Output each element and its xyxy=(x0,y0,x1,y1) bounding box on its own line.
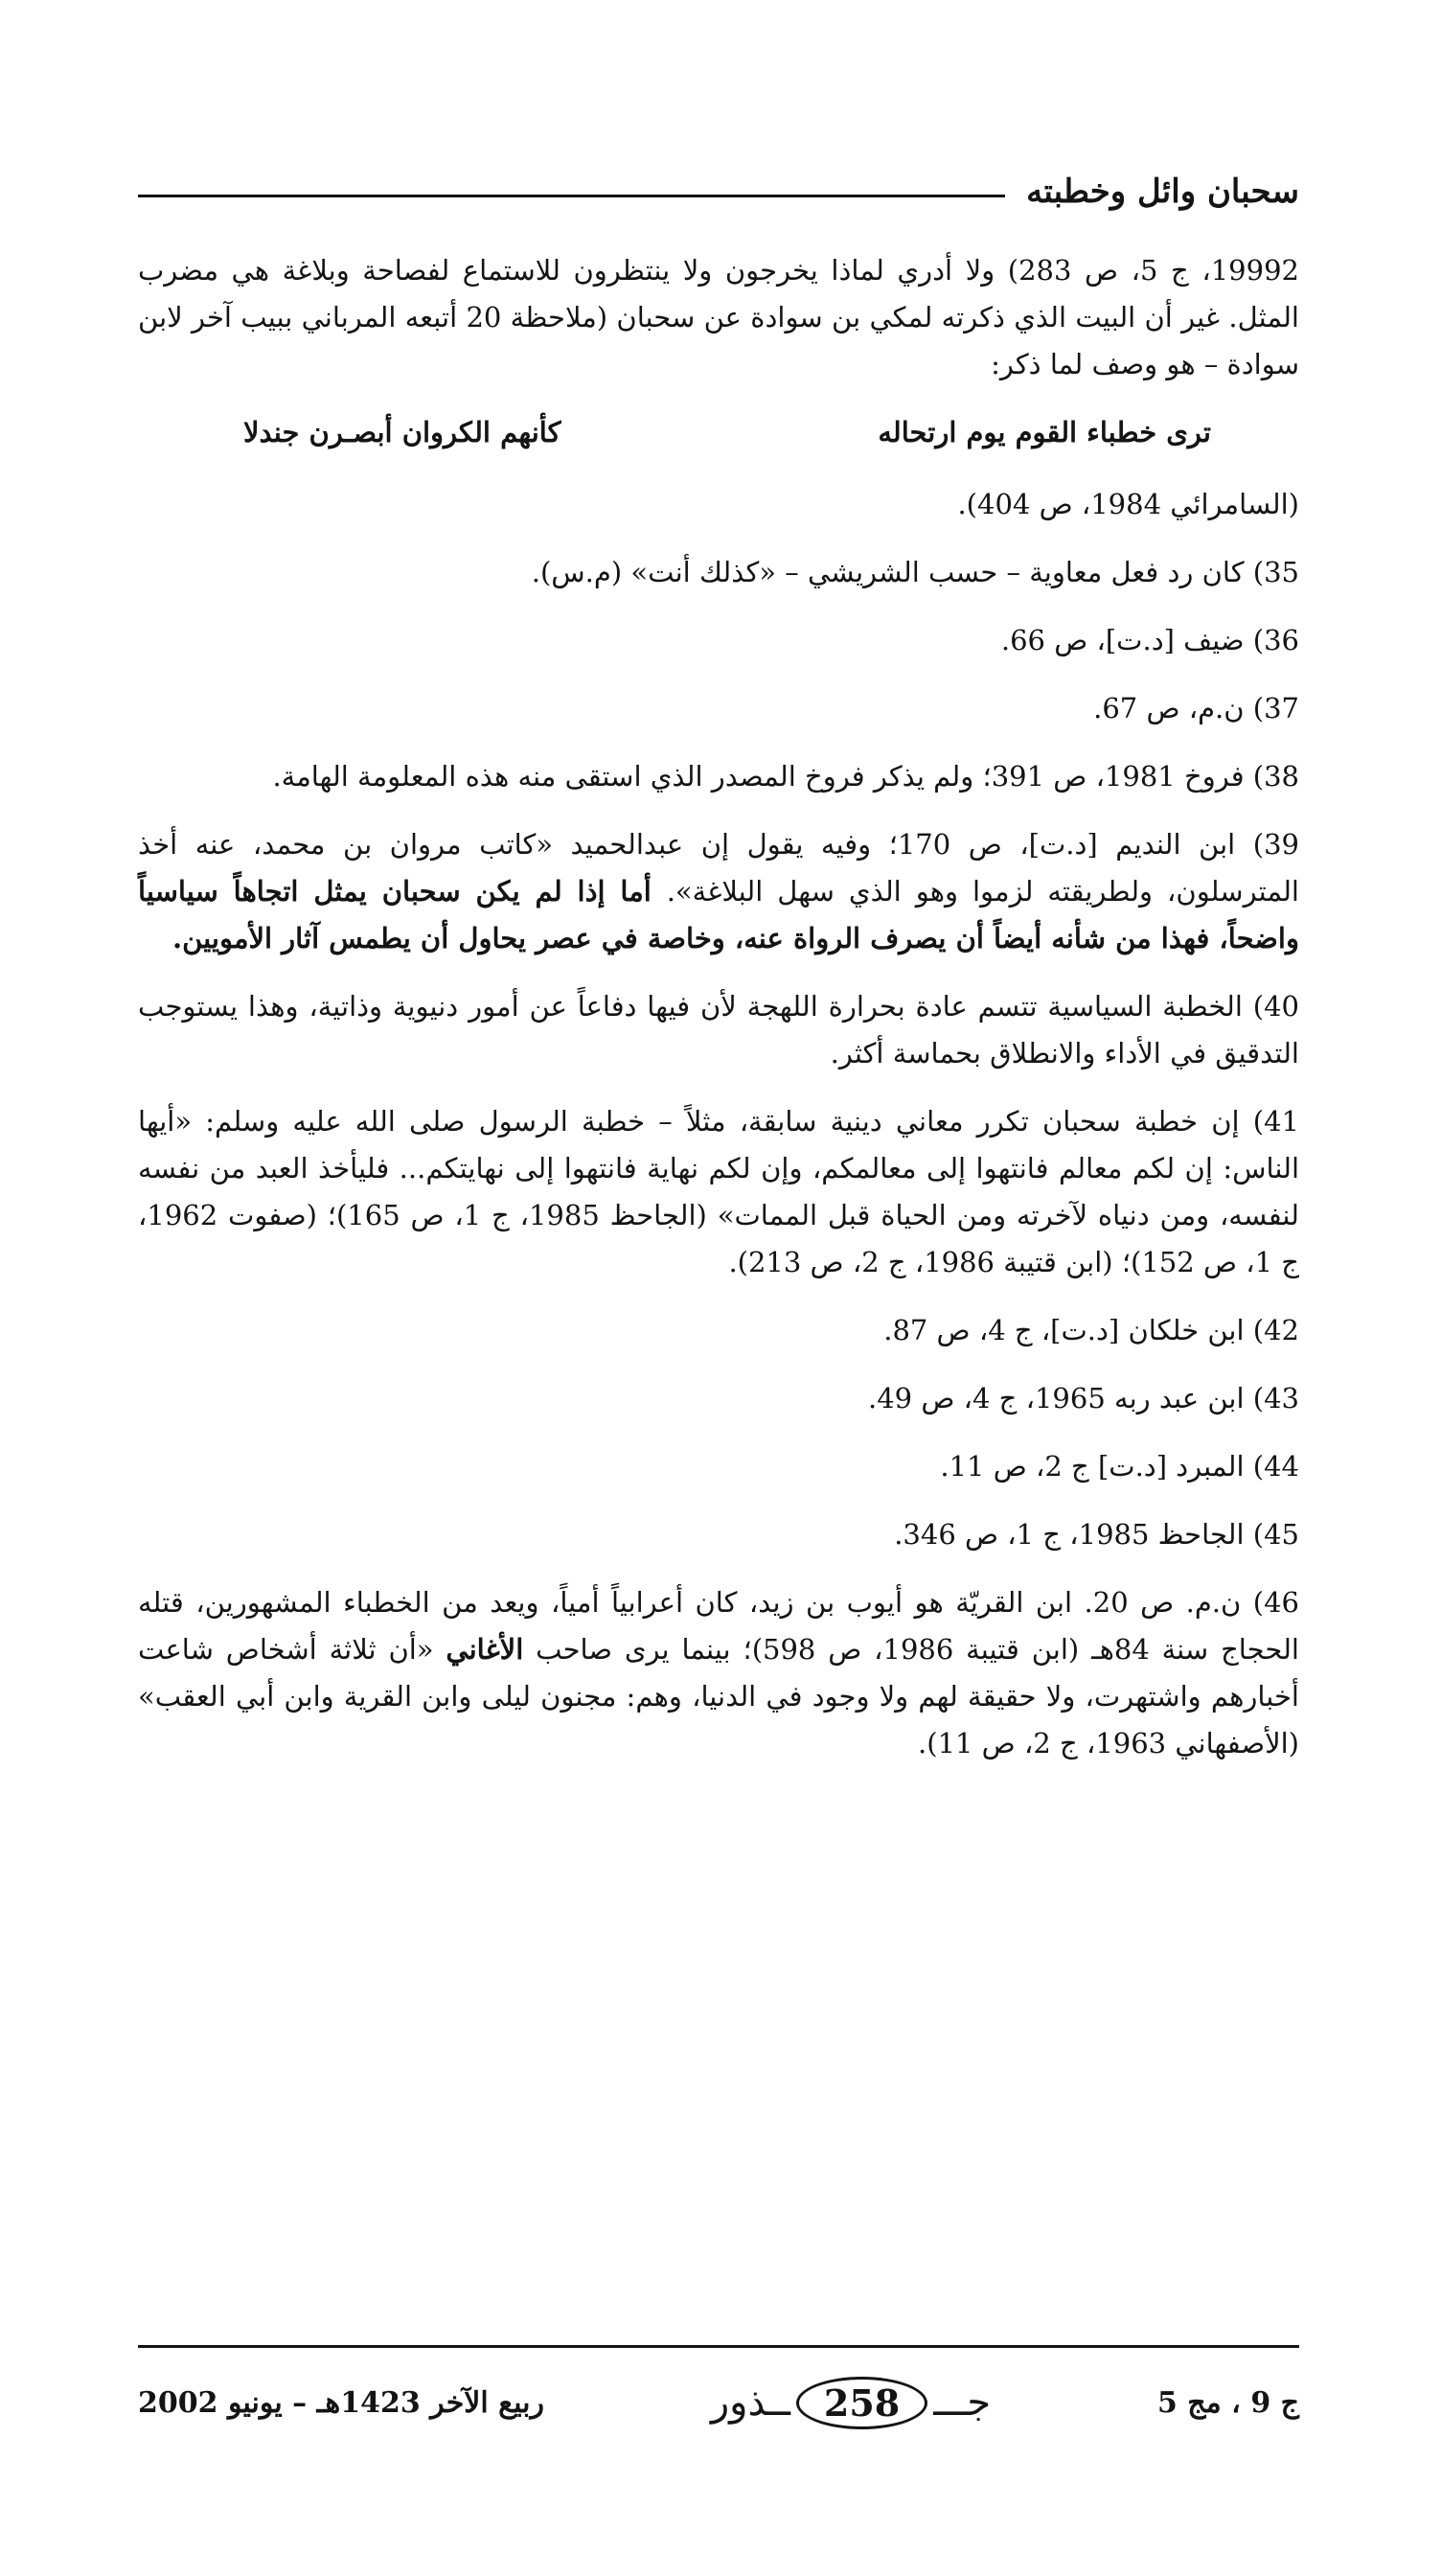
endnote-43: 43) ابن عبد ربه 1965، ج 4، ص 49. xyxy=(868,1382,1299,1414)
journal-masthead xyxy=(711,2377,991,2429)
endnote-44: 44) المبرد [د.ت] ج 2، ص 11. xyxy=(940,1450,1299,1483)
paragraph-continuation: 19992، ج 5، ص 283) ولا أدري لماذا يخرجون ولا ينتظرون للاستماع لفصاحة وبلاغة هي مضرب المثل. غير أن البيت الذي ذكرته لمكي بن سوادة عن سحبان (ملاحظة 20 أتبعه المرباني ببيب آخر لابن سوادة – هو وصف لما ذكر: xyxy=(138,254,1299,380)
header-rule xyxy=(138,195,1005,197)
endnote-36: 36) ضيف [د.ت]، ص 66. xyxy=(1000,624,1299,656)
poem-verse xyxy=(138,409,1299,456)
issue-number: ج 9 ، مج 5 xyxy=(1156,2385,1299,2420)
endnote-46-text-end: «أن ثلاثة أشخاص شاعت أخبارهم واشتهرت، ولا حقيقة لهم ولا وجود في الدنيا، وهم: مجنون ليلى وابن القرية وابن أبي العقب» (الأصفهاني 1963، ج 2، ص 11). xyxy=(138,1633,1299,1760)
endnote-41: 41) إن خطبة سحبان تكرر معاني دينية سابقة، مثلاً – خطبة الرسول صلى الله عليه وسلم: «أيها الناس: إن لكم معالم فانتهوا إلى معالمكم، وإن لكم نهاية فانتهوا إلى نهايتكم... فليأخذ العبد من نفسه لنفسه، ومن دنياه لآخرته ومن الحياة قبل الممات» (الجاحظ 1985، ج 1، ص 165)؛ (صفوت 1962، ج 1، ص 152)؛ (ابن قتيبة 1986، ج 2، ص 213). xyxy=(138,1105,1299,1278)
endnote-46-text: 46) ن.م. ص 20. ابن القريّة هو أيوب بن زيد، كان أعرابياً أمياً، ويعد من الخطباء المشهورين، قتله الحجاج سنة 84هـ (ابن قتيبة 1986، ص 598)؛ بينما يرى صاحب xyxy=(138,1586,1299,1666)
page-footer xyxy=(138,2359,1299,2446)
running-header xyxy=(138,144,1299,211)
running-title: سحبان وائل وخطبته xyxy=(1026,172,1299,211)
page-number: 258 xyxy=(796,2377,927,2429)
endnote-35: 35) كان رد فعل معاوية – حسب الشريشي – «كذلك أنت» (م.س). xyxy=(531,556,1299,588)
verse-first-hemistich: ترى خطباء القوم يوم ارتحاله xyxy=(878,416,1211,448)
verse-second-hemistich: كأنهم الكروان أبصـرن جندلا xyxy=(243,416,561,448)
endnote-46 xyxy=(138,1579,1299,1767)
citation-line: (السامرائي 1984، ص 404). xyxy=(957,488,1299,520)
endnote-37: 37) ن.م، ص 67. xyxy=(1093,692,1299,724)
masthead-left: ــذور xyxy=(710,2380,790,2425)
endnote-40: 40) الخطبة السياسية تتسم عادة بحرارة اللهجة لأن فيها دفاعاً عن أمور دنيوية وذاتية، وهذا يستوجب التدقيق في الأداء والانطلاق بحماسة أكثر. xyxy=(138,990,1299,1070)
endnote-45: 45) الجاحظ 1985، ج 1، ص 346. xyxy=(894,1518,1299,1551)
endnote-39-bold-text: أما إذا لم يكن سحبان يمثل اتجاهاً سياسياً واضحاً، فهذا من شأنه أيضاً أن يصرف الرواة عنه، وخاصة في عصر يحاول أن يطمس آثار الأمويين. xyxy=(138,875,1299,954)
footer-rule xyxy=(138,2345,1299,2348)
endnote-39 xyxy=(138,821,1299,962)
masthead-right: جـــ xyxy=(933,2380,992,2425)
endnote-39-text: 39) ابن النديم [د.ت]، ص 170؛ وفيه يقول إن عبدالحميد «كاتب مروان بن محمد، عنه أخذ المترسلون، ولطريقته لزموا وهو الذي سهل البلاغة». xyxy=(138,828,1299,908)
endnote-42: 42) ابن خلكان [د.ت]، ج 4، ص 87. xyxy=(883,1314,1299,1346)
endnote-46-bold-text: الأغاني xyxy=(446,1633,524,1666)
issue-date: ربيع الآخر 1423هـ – يونيو 2002 xyxy=(138,2385,544,2420)
notes-body xyxy=(138,247,1299,1788)
endnote-38: 38) فروخ 1981، ص 391؛ ولم يذكر فروخ المصدر الذي استقى منه هذه المعلومة الهامة. xyxy=(272,760,1299,793)
